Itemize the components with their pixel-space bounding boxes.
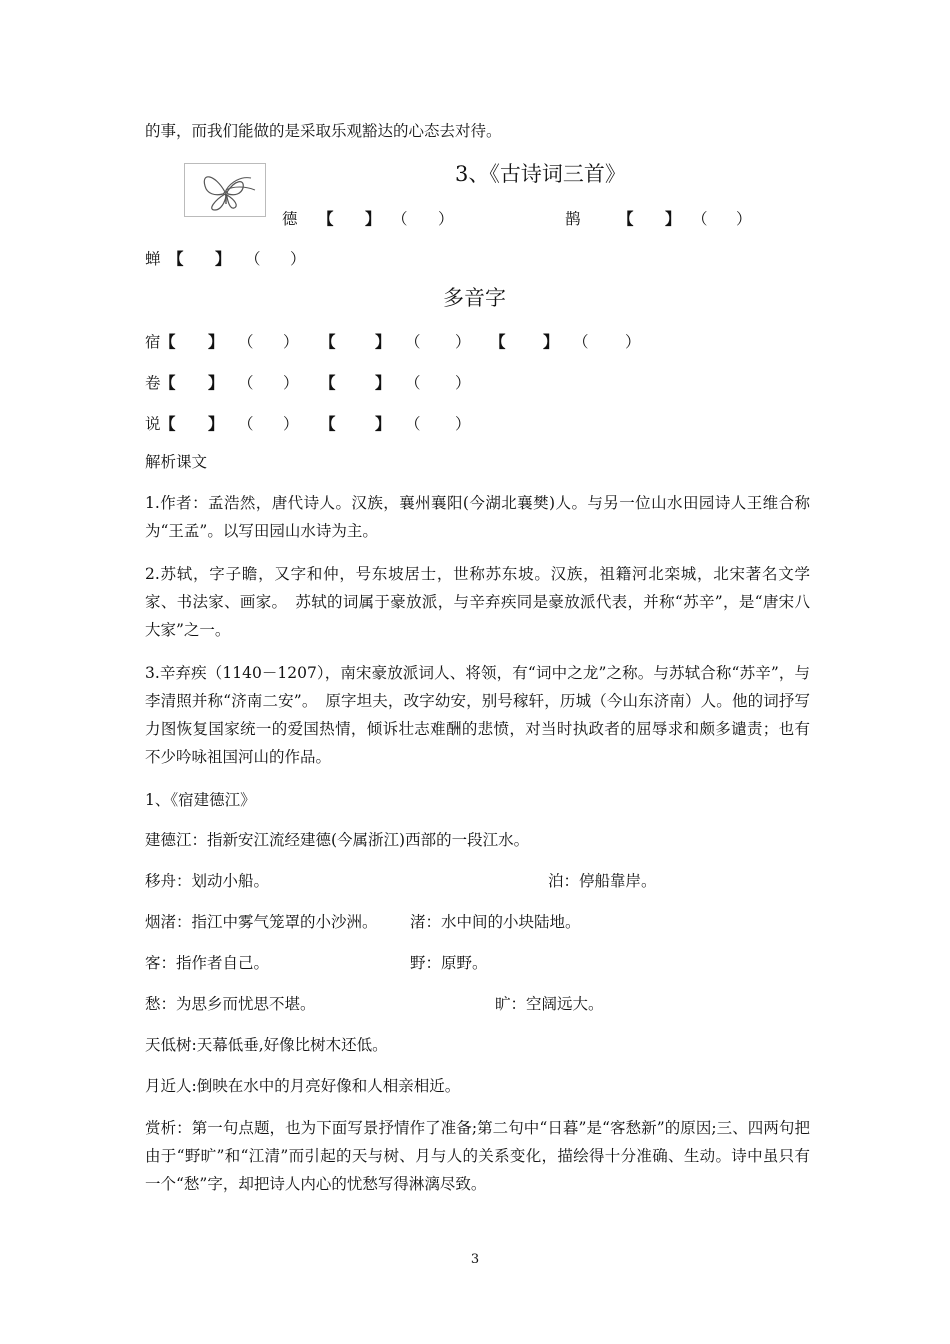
bracket-right: 】 [215,249,231,268]
bracket-right: 】 [208,332,224,351]
bracket-left: 【 [160,414,176,433]
note-yanzhu: 烟渚：指江中雾气笼罩的小沙洲。 [145,913,378,931]
paren-left: （ [238,333,254,351]
paren-left: （ [392,210,408,228]
note-tiandishu: 天低树:天幕低垂,好像比树木还低。 [145,1036,388,1054]
bracket-left: 【 [618,209,634,228]
bracket-left: 【 [318,209,334,228]
poly-shuo: 说 [145,415,161,433]
paren-left: （ [573,333,589,351]
paren-left: （ [405,333,421,351]
bracket-right: 】 [543,332,559,351]
paren-right: ） [625,333,641,351]
note-jiandejiang: 建德江：指新安江流经建德(今属浙江)西部的一段江水。 [145,831,530,849]
paren-right: ） [455,333,471,351]
paren-right: ） [438,210,454,228]
paren-right: ） [455,415,471,433]
bracket-right: 】 [375,373,391,392]
paren-left: （ [405,374,421,392]
bracket-left: 【 [160,373,176,392]
paren-right: ） [283,333,299,351]
paren-right: ） [283,374,299,392]
poem-title: 1、《宿建德江》 [145,791,256,809]
bracket-left: 【 [320,373,336,392]
poly-su: 宿 [145,333,161,351]
note-yuejinren: 月近人:倒映在水中的月亮好像和人相亲相近。 [145,1077,461,1095]
note-kuang: 旷：空阔远大。 [495,995,604,1013]
char-que: 鹊 [565,210,581,228]
analysis-heading: 解析课文 [145,453,208,471]
bracket-right: 】 [208,373,224,392]
bracket-left: 【 [320,414,336,433]
paragraph-author: 1.作者：孟浩然，唐代诗人。汉族，襄州襄阳(今湖北襄樊)人。与另一位山水田园诗人王维合称为“王孟”。以写田园山水诗为主。 [145,494,810,540]
page-number: 3 [470,1252,480,1267]
bracket-right: 】 [375,414,391,433]
paragraph-sushi: 2.苏轼，字子瞻，又字和仲，号东坡居士，世称苏东坡。汉族，祖籍河北栾城，北宋著名文学家、书法家、画家。 苏轼的词属于豪放派，与辛弃疾同是豪放派代表，并称“苏辛”，是“唐宋八大家”之一。 [145,565,810,639]
note-ke: 客：指作者自己。 [145,954,270,972]
note-bo: 泊：停船靠岸。 [548,872,657,890]
paren-left: （ [245,250,261,268]
top-line: 的事，而我们能做的是采取乐观豁达的心态去对待。 [145,122,502,140]
char-de: 德 [282,210,298,228]
poly-juan: 卷 [145,374,161,392]
bracket-right: 】 [665,209,681,228]
paren-left: （ [405,415,421,433]
bracket-left: 【 [320,332,336,351]
bracket-left: 【 [490,332,506,351]
note-zhu: 渚：水中间的小块陆地。 [410,913,581,931]
paren-left: （ [238,374,254,392]
bracket-right: 】 [375,332,391,351]
section-title: 3、《古诗词三首》 [455,162,626,186]
note-chou: 愁：为思乡而忧思不堪。 [145,995,316,1013]
paren-left: （ [692,210,708,228]
bracket-left: 【 [168,249,184,268]
paragraph-xinqiji: 3.辛弃疾（1140－1207），南宋豪放派词人、将领，有“词中之龙”之称。与苏轼合称“苏辛”，与李清照并称“济南二安”。 原字坦夫，改字幼安，别号稼轩，历城（今山东济南）人。他的词抒写力图恢复国家统一的爱国热情，倾诉壮志难酬的悲愤，对当时执政者的屈辱求和颇多谴责；也有不少吟咏祖国河山的作品。 [145,664,810,766]
bracket-left: 【 [160,332,176,351]
paren-right: ） [283,415,299,433]
paren-right: ） [736,210,752,228]
note-yizhou: 移舟：划动小船。 [145,872,270,890]
butterfly-icon [185,164,265,216]
paren-left: （ [238,415,254,433]
butterfly-picture [184,163,266,217]
paragraph-appreciation: 赏析：第一句点题，也为下面写景抒情作了准备;第二句中“日暮”是“客愁新”的原因;三、四两句把由于“野旷”和“江清”而引起的天与树、月与人的关系变化，描绘得十分准确、生动。诗中虽只有一个“愁”字，却把诗人内心的忧愁写得淋漓尽致。 [145,1119,810,1193]
duoyinzi-title: 多音字 [443,286,506,310]
char-chan: 蝉 [145,250,161,268]
note-ye: 野：原野。 [410,954,488,972]
paren-right: ） [455,374,471,392]
bracket-right: 】 [365,209,381,228]
bracket-right: 】 [208,414,224,433]
paren-right: ） [290,250,306,268]
